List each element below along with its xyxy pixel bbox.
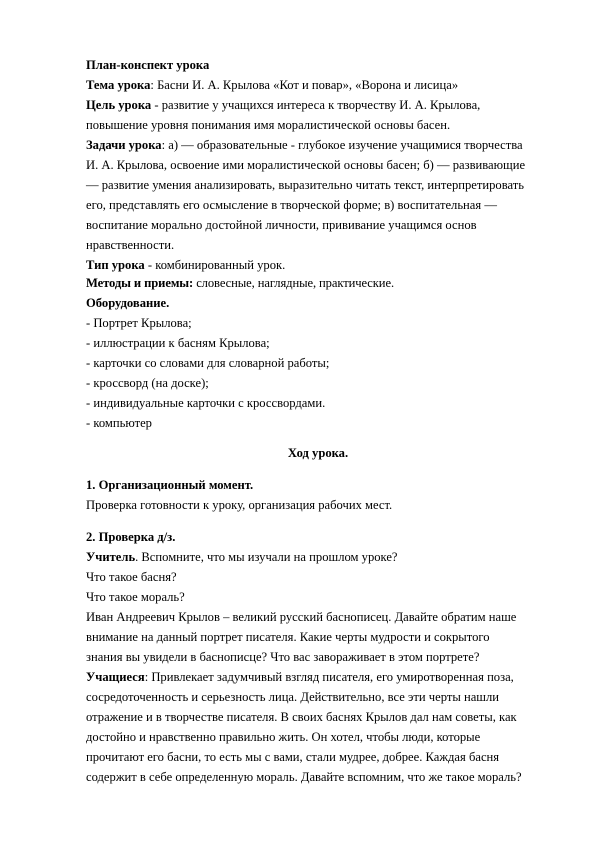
lesson-type-label: Тип урока <box>86 258 145 272</box>
teacher-line: Учитель. Вспомните, что мы изучали на прошлом уроке? <box>86 550 398 564</box>
equipment-item: - Портрет Крылова; <box>86 316 192 330</box>
body-line: Иван Андреевич Крылов – великий русский баснописец. Давайте обратим наше <box>86 610 517 624</box>
topic-label: Тема урока <box>86 78 151 92</box>
teacher-label: Учитель <box>86 550 136 564</box>
lesson-type-line: Тип урока - комбинированный урок. <box>86 258 286 272</box>
methods-line: Методы и приемы: словесные, наглядные, практические. <box>86 276 394 290</box>
equipment-item: - иллюстрации к басням Крылова; <box>86 336 270 350</box>
body-line: внимание на данный портрет писателя. Какие черты мудрости и сокрытого <box>86 630 490 644</box>
tasks-line: Задачи урока: а) — образовательные - глубокое изучение учащимися творчества <box>86 138 523 152</box>
body-line: Что такое мораль? <box>86 590 185 604</box>
body-line: достойно и нравственно правильно жить. Он хотел, чтобы люди, которые <box>86 730 481 744</box>
body-line: сосредоточенность и серьезность лица. Действительно, все эти черты нашли <box>86 690 499 704</box>
plan-title: План-конспект урока <box>86 58 210 72</box>
methods-label: Методы и приемы: <box>86 276 194 290</box>
section1-text: Проверка готовности к уроку, организация рабочих мест. <box>86 498 393 512</box>
tasks-line: И. А. Крылова, освоение ими моралистической основы басен; б) — развивающие <box>86 158 526 172</box>
topic-line <box>86 77 458 93</box>
tasks-line: воспитание морально достойной личности, прививание учащимся основ <box>86 218 477 232</box>
equipment-heading: Оборудование. <box>86 296 170 310</box>
equipment-item: - карточки со словами для словарной работы; <box>86 356 330 370</box>
equipment-item: - индивидуальные карточки с кроссвордами. <box>86 396 326 410</box>
tasks-line: нравственности. <box>86 238 175 252</box>
equipment-item: - компьютер <box>86 416 152 430</box>
goal-line: повышение уровня понимания имя моралистической основы басен. <box>86 118 451 132</box>
body-line: отражение и в творчестве писателя. В своих баснях Крылов дал нам советы, как <box>86 710 517 724</box>
course-title: Ход урока. <box>287 446 349 460</box>
tasks-line: — развитие умения анализировать, выразительно читать текст, интерпретировать <box>86 178 525 192</box>
goal-line: Цель урока - развитие у учащихся интереса к творчеству И. А. Крылова, <box>86 98 481 112</box>
section2-heading: 2. Проверка д/з. <box>86 530 176 544</box>
students-label: Учащиеся <box>86 670 145 684</box>
goal-label: Цель урока <box>86 98 152 112</box>
equipment-item: - кроссворд (на доске); <box>86 376 209 390</box>
students-line: Учащиеся: Привлекает задумчивый взгляд писателя, его умиротворенная поза, <box>86 670 514 684</box>
body-line: знания вы увидели в баснописце? Что вас завораживает в этом портрете? <box>86 650 480 664</box>
body-line: прочитают его басни, то есть мы с вами, стали мудрее, добрее. Каждая басня <box>86 750 500 764</box>
tasks-line: его, представлять его осмысление в творческой форме; в) воспитательная — <box>86 198 497 212</box>
section1-heading: 1. Организационный момент. <box>86 478 254 492</box>
tasks-label: Задачи урока <box>86 138 162 152</box>
body-line: Что такое басня? <box>86 570 177 584</box>
topic-text: : Басни И. А. Крылова «Кот и повар», «Ворона и лисица» <box>150 78 459 92</box>
body-line: содержит в себе определенную мораль. Давайте вспомним, что же такое мораль? <box>86 770 522 784</box>
